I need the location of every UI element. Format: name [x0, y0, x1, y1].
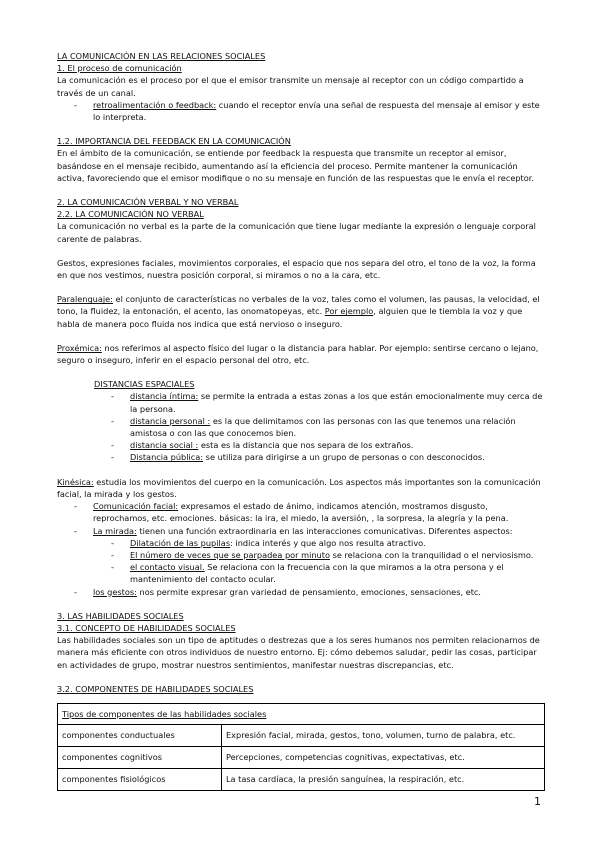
- section-3-1-heading: 3.1. CONCEPTO DE HABILIDADES SOCIALES: [57, 622, 236, 633]
- section-1-2-body: En el ámbito de la comunicación, se entiende por feedback la respuesta que transmite un receptor al emisor, basándose en el mensaje recibido, aumentando así la eficiencia del proceso. Permite mantener la comunicación activa, favoreciendo que el emisor modifique o no su mensaje en función de las respuestas que le envía el receptor.: [57, 148, 534, 183]
- list-item: [57, 525, 544, 537]
- contacto-visual-term: el contacto visual.: [130, 562, 205, 573]
- table-cell: componentes fisiológicos: [58, 768, 222, 790]
- kinesica-paragraph: [57, 476, 544, 500]
- gestos-term: los gestos:: [93, 586, 137, 597]
- list-item: [57, 99, 544, 123]
- list-item: [57, 586, 544, 598]
- table-row: [58, 746, 545, 768]
- section-3-heading: 3. LAS HABILIDADES SOCIALES: [57, 610, 184, 621]
- list-item: [57, 500, 544, 524]
- habilidades-definition: Las habilidades sociales son un tipo de aptitudes o destrezas que a los seres humanos nos permiten relacionarnos de manera más eficiente con otros individuos de nuestro entorno. Ej: cómo debemos saludar, pedir las cosas, participar en actividades de grupo, mostrar nuestros sentimientos, manifestar nuestras discrepancias, etc.: [57, 635, 540, 670]
- section-3-2-heading: 3.2. COMPONENTES DE HABILIDADES SOCIALES: [57, 683, 254, 694]
- proxemica-paragraph: [57, 342, 544, 366]
- pupilas-text: : indica interés y que algo nos resulta atractivo.: [230, 537, 426, 548]
- gestos-text: nos permite expresar gran variedad de pensamiento, emociones, sensaciones, etc.: [136, 586, 482, 597]
- list-item: [57, 390, 544, 414]
- distancia-social-text: esta es la distancia que nos separa de los extraños.: [198, 440, 414, 451]
- kinesica-term: Kinésica:: [57, 476, 94, 487]
- nonverbal-definition: La comunicación no verbal es la parte de la comunicación que tiene lugar mediante la expresión o lenguaje corporal carente de palabras.: [57, 221, 536, 244]
- distancia-intima-text: se permite la entrada a estas zonas a los que están emocionalmente muy cerca de la persona.: [130, 391, 543, 414]
- mirada-sublist: [57, 537, 544, 586]
- section-2-2-heading: 2.2. LA COMUNICACIÓN NO VERBAL: [57, 209, 204, 220]
- table-cell: La tasa cardíaca, la presión sanguínea, la respiración, etc.: [222, 768, 545, 790]
- table-header-row: [58, 703, 545, 724]
- gestos-list: [57, 586, 544, 598]
- paralenguaje-text-2: , alguien que le tiembla la voz y que habla de manera poco fluida nos indica que está nervioso o inseguro.: [57, 306, 523, 329]
- section-1-heading: 1. El proceso de comunicación: [57, 63, 182, 74]
- list-item: [57, 451, 544, 463]
- table-cell: Percepciones, competencias cognitivas, expectativas, etc.: [222, 746, 545, 768]
- components-table: [57, 703, 545, 791]
- feedback-text: cuando el receptor envía una señal de respuesta del mensaje al emisor y este lo interpreta.: [93, 99, 540, 123]
- list-item: [57, 537, 544, 549]
- section-1-2-heading: 1.2. IMPORTANCIA DEL FEEDBACK EN LA COMUNICACIÓN: [57, 136, 291, 147]
- distancia-publica-text: se utiliza para dirigirse a un grupo de personas o con desconocidos.: [203, 452, 485, 463]
- kinesica-list: [57, 500, 544, 537]
- paralenguaje-text: el conjunto de características no verbales de la voz, tales como el volumen, las pausas, la velocidad, el tono, la fluidez, la entonación, el acento, las onomatopeyas, etc.: [57, 294, 540, 317]
- mirada-term: La mirada:: [93, 525, 137, 536]
- table-row: [58, 724, 545, 746]
- kinesica-text: estudia los movimientos del cuerpo en la comunicación. Los aspectos más importantes son la comunicación facial, la mirada y los gestos.: [57, 476, 541, 499]
- distancia-personal-text: es la que delimitamos con las personas con las que tenemos una relación amistosa o con las que conocemos bien.: [130, 415, 516, 439]
- feedback-term: retroalimentación o feedback:: [93, 99, 217, 110]
- table-row: [58, 768, 545, 790]
- section-2-heading: 2. LA COMUNICACIÓN VERBAL Y NO VERBAL: [57, 197, 239, 208]
- distancias-heading: DISTANCIAS ESPACIALES: [94, 379, 195, 390]
- table-cell: componentes cognitivos: [58, 746, 222, 768]
- paralenguaje-example-label: Por ejemplo: [324, 306, 374, 317]
- parpadeo-text: se relaciona con la tranquilidad o el nerviosismo.: [329, 549, 534, 560]
- list-item: [57, 415, 544, 439]
- list-item: [57, 439, 544, 451]
- document-title: LA COMUNICACIÓN EN LAS RELACIONES SOCIALES: [57, 51, 266, 61]
- table-cell: componentes conductuales: [58, 724, 222, 746]
- nonverbal-examples: Gestos, expresiones faciales, movimientos corporales, el espacio que nos separa del otro, el tono de la voz, la forma en que nos vestimos, nuestra posición corporal, si miramos o no a la cara, etc.: [57, 257, 536, 281]
- facial-text: expresamos el estado de ánimo, indicamos atención, mostramos disgusto, reprochamos, etc. emociones. básicas: la ira, el miedo, la aversión, , la sorpresa, la alegría y la pena.: [93, 501, 509, 524]
- distancias-list: [57, 390, 544, 463]
- pupilas-term: Dilatación de las pupilas: [130, 537, 231, 548]
- parpadeo-term: El número de veces que se parpadea por minuto: [130, 549, 330, 560]
- table-header: [58, 703, 545, 724]
- paralenguaje-paragraph: [57, 293, 544, 330]
- proxemica-text: nos referimos al aspecto físico del lugar o la distancia para hablar. Por ejemplo: sentirse cercano o lejano, seguro o inseguro, inferir en el espacio personal del otro, etc.: [57, 342, 539, 366]
- table-cell: Expresión facial, mirada, gestos, tono, volumen, turno de palabra, etc.: [222, 724, 545, 746]
- contacto-visual-text: Se relaciona con la frecuencia con la que miramos a la otra persona y el mantenimiento del contacto ocular.: [130, 562, 504, 585]
- list-item: [57, 549, 544, 561]
- list-item: [57, 561, 544, 585]
- proxemica-term: Proxémica:: [57, 342, 102, 353]
- distancia-social-term: distancia social :: [130, 440, 199, 451]
- table-header-label: Tipos de componentes de las habilidades sociales: [62, 708, 267, 719]
- distancia-publica-term: Distancia pública:: [130, 452, 204, 463]
- distancia-intima-term: distancia íntima:: [130, 391, 199, 402]
- facial-term: Comunicación facial:: [93, 501, 179, 512]
- mirada-text: tienen una función extraordinaria en las interacciones comunicativas. Diferentes aspectos:: [136, 525, 513, 536]
- paralenguaje-term: Paralenguaje:: [57, 294, 113, 305]
- page-number: 1: [534, 795, 541, 808]
- document-page: [57, 50, 544, 791]
- section-1-list: [57, 99, 544, 123]
- distancia-personal-term: distancia personal :: [130, 415, 211, 426]
- section-1-body: La comunicación es el proceso por el que el emisor transmite un mensaje al receptor con un código compartido a través de un canal.: [57, 75, 524, 98]
